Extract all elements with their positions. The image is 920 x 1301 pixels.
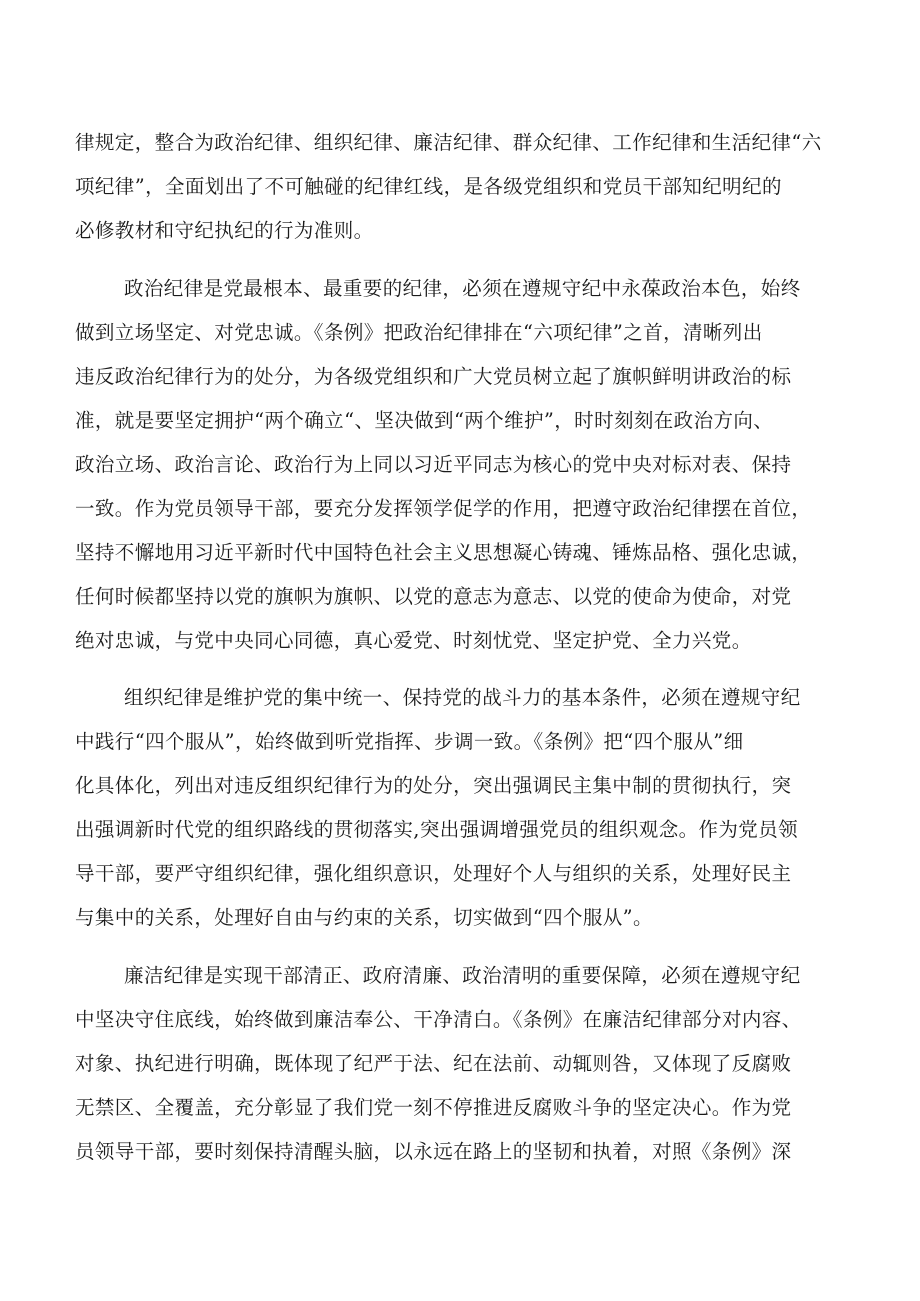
text-line: 政治立场、政治言论、政治行为上同以习近平同志为核心的党中央对标对表、保持	[75, 453, 792, 476]
text-line: 员领导干部，要时刻保持清醒头脑，以永远在路上的坚韧和执着，对照《条例》深	[75, 1140, 792, 1163]
text-line: 组织纪律是维护党的集中统一、保持党的战斗力的基本条件，必须在遵规守纪	[124, 686, 801, 709]
text-line: 与集中的关系，处理好自由与约束的关系，切实做到“四个服从”。	[75, 906, 653, 929]
text-line: 项纪律”，全面划出了不可触碰的纪律红线，是各级党组织和党员干部知纪明纪的	[75, 175, 782, 198]
text-line: 违反政治纪律行为的处分，为各级党组织和广大党员树立起了旗帜鲜明讲政治的标	[75, 365, 792, 388]
text-line: 做到立场坚定、对党忠诚。《条例》把政治纪律排在“六项纪律”之首，清晰列出	[75, 321, 763, 344]
text-line: 对象、执纪进行明确，既体现了纪严于法、纪在法前、动辄则咎，又体现了反腐败	[75, 1052, 792, 1075]
text-line: 准，就是要坚定拥护“两个确立“、坚决做到“两个维护”，时时刻刻在政治方向、	[75, 409, 774, 432]
text-line: 廉洁纪律是实现干部清正、政府清廉、政治清明的重要保障，必须在遵规守纪	[124, 964, 801, 987]
text-line: 任何时候都坚持以党的旗帜为旗帜、以党的意志为意志、以党的使命为使命，对党	[75, 585, 792, 608]
text-line: 绝对忠诚，与党中央同心同德，真心爱党、时刻忧党、坚定护党、全力兴党。	[75, 629, 752, 652]
text-line: 中坚决守住底线，始终做到廉洁奉公、干净清白。《条例》在廉洁纪律部分对内容、	[75, 1008, 802, 1031]
text-line: 无禁区、全覆盖，充分彰显了我们党一刻不停推进反腐败斗争的坚定决心。作为党	[75, 1096, 792, 1119]
text-line: 一致。作为党员领导干部，要充分发挥领学促学的作用，把遵守政治纪律摆在首位，	[75, 497, 812, 520]
text-line: 坚持不懈地用习近平新时代中国特色社会主义思想凝心铸魂、锤炼品格、强化忠诚，	[75, 541, 812, 564]
text-line: 化具体化，列出对违反组织纪律行为的处分，突出强调民主集中制的贯彻执行，突	[75, 774, 792, 797]
text-line: 政治纪律是党最根本、最重要的纪律，必须在遵规守纪中永葆政治本色，始终	[124, 277, 801, 300]
text-line: 中践行“四个服从”，始终做到听党指挥、步调一致。《条例》把“四个服从”细	[75, 730, 744, 753]
text-line: 导干部，要严守组织纪律，强化组织意识，处理好个人与组织的关系，处理好民主	[75, 862, 792, 885]
text-line: 律规定，整合为政治纪律、组织纪律、廉洁纪律、群众纪律、工作纪律和生活纪律“六	[75, 131, 822, 154]
text-line: 出强调新时代党的组织路线的贯彻落实,突出强调增强党员的组织观念。作为党员领	[75, 818, 798, 841]
text-line: 必修教材和守纪执纪的行为准则。	[75, 219, 374, 242]
